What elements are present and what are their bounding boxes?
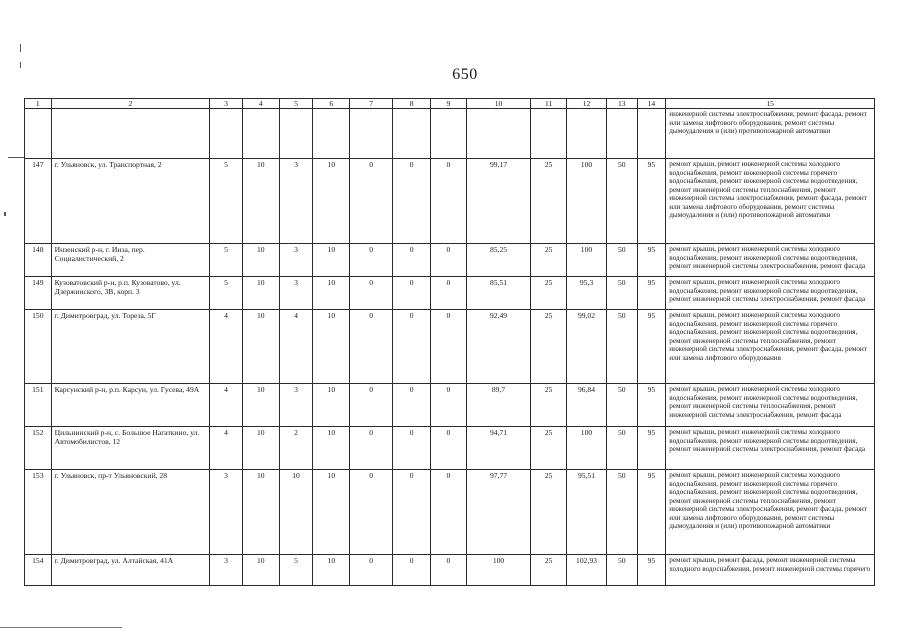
table-row [25,277,875,310]
table-cell: 3 [279,384,313,427]
address-cell: Цильнинский р-н, с. Большое Нагаткино, ул. Автомобилистов, 12 [51,427,210,470]
table-cell: 2 [279,427,313,470]
table-cell: 0 [431,470,467,555]
table-cell: 10 [313,427,350,470]
table-cell: 4 [279,310,313,384]
table-cell: 10 [279,470,313,555]
table-cell: 89,7 [466,384,530,427]
col-header: 1 [25,99,52,109]
table-cell: 25 [531,427,567,470]
table-cell: 25 [531,244,567,277]
table-cell: 85,25 [466,244,530,277]
address-cell: г. Димитровград, ул. Алтайская, 41А [51,555,210,586]
address-cell: Карсунский р-н, р.п. Карсун, ул. Гусева, 49А [51,384,210,427]
table-cell: 10 [313,555,350,586]
works-cell: ремонт крыши, ремонт инженерной системы холодного водоснабжения, ремонт инженерной системы водоотведения, ремонт инженерной системы электроснабжения, ремонт фасада [666,427,875,470]
col-header: 12 [567,99,607,109]
page-number: 650 [452,66,478,83]
table-cell [210,109,243,159]
table-cell: 50 [606,277,637,310]
table-cell [279,109,313,159]
table-cell: 94,71 [466,427,530,470]
scan-mark-left-1 [20,62,21,68]
table-cell [350,109,393,159]
table-cell: 10 [242,384,279,427]
table-cell: 0 [350,555,393,586]
col-header: 2 [51,99,210,109]
table-row [25,470,875,555]
table-cell [25,109,52,159]
table-cell: 0 [393,470,431,555]
table-cell: 95 [637,159,666,244]
table-cell: 0 [393,244,431,277]
col-header: 5 [279,99,313,109]
col-header: 15 [666,99,875,109]
table-cell: 10 [242,277,279,310]
address-cell: Кузоватовский р-н, р.п. Кузоватово, ул. Дзержинского, 3В, корп. 3 [51,277,210,310]
works-cell: ремонт крыши, ремонт фасада, ремонт инженерной системы холодного водоснабжения, ремонт инженерной системы горячего [666,555,875,586]
table-cell: 95 [637,384,666,427]
table-cell: 100 [567,159,607,244]
table-cell: 4 [210,384,243,427]
table-cell: 25 [531,470,567,555]
table-cell: 3 [279,244,313,277]
address-cell: г. Ульяновск, пр-т Ульяновский, 28 [51,470,210,555]
table-cell: 0 [350,159,393,244]
col-header: 6 [313,99,350,109]
table-cell: 97,77 [466,470,530,555]
table-cell: 0 [431,384,467,427]
table-cell: 85,51 [466,277,530,310]
table-cell: 0 [393,427,431,470]
table-cell: 0 [431,310,467,384]
table-cell: 10 [242,244,279,277]
table-row [25,427,875,470]
table-cell: 0 [393,384,431,427]
table-cell [242,109,279,159]
col-header: 3 [210,99,243,109]
table-cell: 0 [393,159,431,244]
table-cell: 0 [431,427,467,470]
header-row [25,99,875,109]
col-header: 9 [431,99,467,109]
table-row [25,310,875,384]
table-row [25,244,875,277]
table-cell: 0 [350,310,393,384]
table-cell [431,109,467,159]
table-cell: 3 [279,277,313,310]
col-header: 7 [350,99,393,109]
table-cell: 50 [606,555,637,586]
table-cell: 0 [431,159,467,244]
table-cell: 25 [531,555,567,586]
table-cell: 10 [313,244,350,277]
table-cell: 10 [242,310,279,384]
col-header: 10 [466,99,530,109]
table-cell: 10 [242,555,279,586]
scan-mark-top [20,44,21,52]
table-cell: 10 [313,384,350,427]
page-bottom-line [0,627,122,628]
works-cell: ремонт крыши, ремонт инженерной системы холодного водоснабжения, ремонт инженерной системы водоотведения, ремонт инженерной системы электроснабжения, ремонт фасада [666,244,875,277]
table-cell: 3 [279,159,313,244]
table-cell: 10 [313,470,350,555]
table-cell: 5 [210,159,243,244]
table-row [25,384,875,427]
table-cell [606,109,637,159]
table-row-continuation [25,109,875,159]
address-cell: г. Ульяновск, ул. Транспортная, 2 [51,159,210,244]
table-cell: 95,3 [567,277,607,310]
table-cell: 0 [393,310,431,384]
table-cell: 95 [637,470,666,555]
table-cell: 95 [637,555,666,586]
table-cell: 4 [210,310,243,384]
table-cell: 0 [431,244,467,277]
address-cell: г. Димитровград, ул. Тореза, 5Г [51,310,210,384]
table-cell: 25 [531,310,567,384]
table-cell: 0 [350,427,393,470]
col-header: 8 [393,99,431,109]
table-cell: 5 [210,244,243,277]
table-row [25,555,875,586]
table-cell [567,109,607,159]
table-cell: 3 [210,470,243,555]
row-number: 154 [25,555,52,586]
table-cell: 10 [313,159,350,244]
table-cell: 25 [531,277,567,310]
table-cell: 100 [567,244,607,277]
registry-table [24,98,875,586]
table-cell: 0 [350,244,393,277]
col-header: 4 [242,99,279,109]
row-number: 147 [25,159,52,244]
table-cell [466,109,530,159]
row-number: 150 [25,310,52,384]
col-header: 14 [637,99,666,109]
works-cell: ремонт крыши, ремонт инженерной системы холодного водоснабжения, ремонт инженерной системы горячего водоснабжения, ремонт инженерной системы водоотведения, ремонт инженерной системы теплоснабжения, ремонт инженерной системы электроснабжения, ремонт фасада, ремонт или замена лифтового оборудования, ремонт системы дымоудаления и (или) противопожарной автоматики [666,470,875,555]
table-cell [531,109,567,159]
table-cell: 10 [242,159,279,244]
table-cell: 3 [210,555,243,586]
table-cell: 0 [393,277,431,310]
table-cell: 25 [531,384,567,427]
scan-mark-left-3 [4,212,6,216]
table-cell: 99,17 [466,159,530,244]
table-cell [313,109,350,159]
table-cell [393,109,431,159]
table-cell: 5 [210,277,243,310]
works-cell: ремонт крыши, ремонт инженерной системы холодного водоснабжения, ремонт инженерной системы горячего водоснабжения, ремонт инженерной системы водоотведения, ремонт инженерной системы теплоснабжения, ремонт инженерной системы электроснабжения, ремонт фасада, ремонт или замена лифтового оборудования [666,310,875,384]
table-cell [637,109,666,159]
table-cell: 4 [210,427,243,470]
table-cell: 95 [637,244,666,277]
table-cell: 0 [393,555,431,586]
row-number: 149 [25,277,52,310]
table-cell: 102,93 [567,555,607,586]
table-cell: 96,84 [567,384,607,427]
table-cell: 50 [606,310,637,384]
works-cell: ремонт крыши, ремонт инженерной системы холодного водоснабжения, ремонт инженерной системы горячего водоснабжения, ремонт инженерной системы водоотведения, ремонт инженерной системы теплоснабжения, ремонт инженерной системы электроснабжения, ремонт фасада, ремонт или замена лифтового оборудования, ремонт системы дымоудаления и (или) противопожарной автоматики [666,159,875,244]
table-cell: 10 [313,277,350,310]
table-cell: 50 [606,427,637,470]
table-cell: 95 [637,310,666,384]
table-cell: 95 [637,427,666,470]
scan-mark-left-2 [8,157,24,158]
table-cell: 10 [242,427,279,470]
table-cell: 95,51 [567,470,607,555]
row-number: 153 [25,470,52,555]
row-number: 152 [25,427,52,470]
table-cell: 100 [466,555,530,586]
col-header: 11 [531,99,567,109]
col-header: 13 [606,99,637,109]
table-cell: 0 [350,470,393,555]
table-cell: 10 [313,310,350,384]
table-cell: 0 [350,384,393,427]
works-cell: ремонт крыши, ремонт инженерной системы холодного водоснабжения, ремонт инженерной системы водоотведения, ремонт инженерной системы электроснабжения, ремонт фасада [666,277,875,310]
row-number: 151 [25,384,52,427]
table-cell: 99,02 [567,310,607,384]
table-cell: 100 [567,427,607,470]
address-cell: Инзенский р-н, г. Инза, пер. Социалистический, 2 [51,244,210,277]
works-cell: инженерной системы электроснабжения, ремонт фасада, ремонт или замена лифтового оборудования, ремонт системы дымоудаления и (или) противопожарной автоматики [666,109,875,159]
table-cell: 10 [242,470,279,555]
table-cell: 50 [606,470,637,555]
table-cell [51,109,210,159]
table-cell: 50 [606,159,637,244]
table-cell: 0 [431,555,467,586]
table-cell: 50 [606,244,637,277]
works-cell: ремонт крыши, ремонт инженерной системы холодного водоснабжения, ремонт инженерной системы водоотведения, ремонт инженерной системы теплоснабжения, ремонт инженерной системы электроснабжения, ремонт фасада [666,384,875,427]
table-cell: 95 [637,277,666,310]
table-cell: 50 [606,384,637,427]
table-row [25,159,875,244]
row-number: 148 [25,244,52,277]
table-cell: 92,49 [466,310,530,384]
table-cell: 0 [431,277,467,310]
table-cell: 25 [531,159,567,244]
table-cell: 0 [350,277,393,310]
table-cell: 5 [279,555,313,586]
